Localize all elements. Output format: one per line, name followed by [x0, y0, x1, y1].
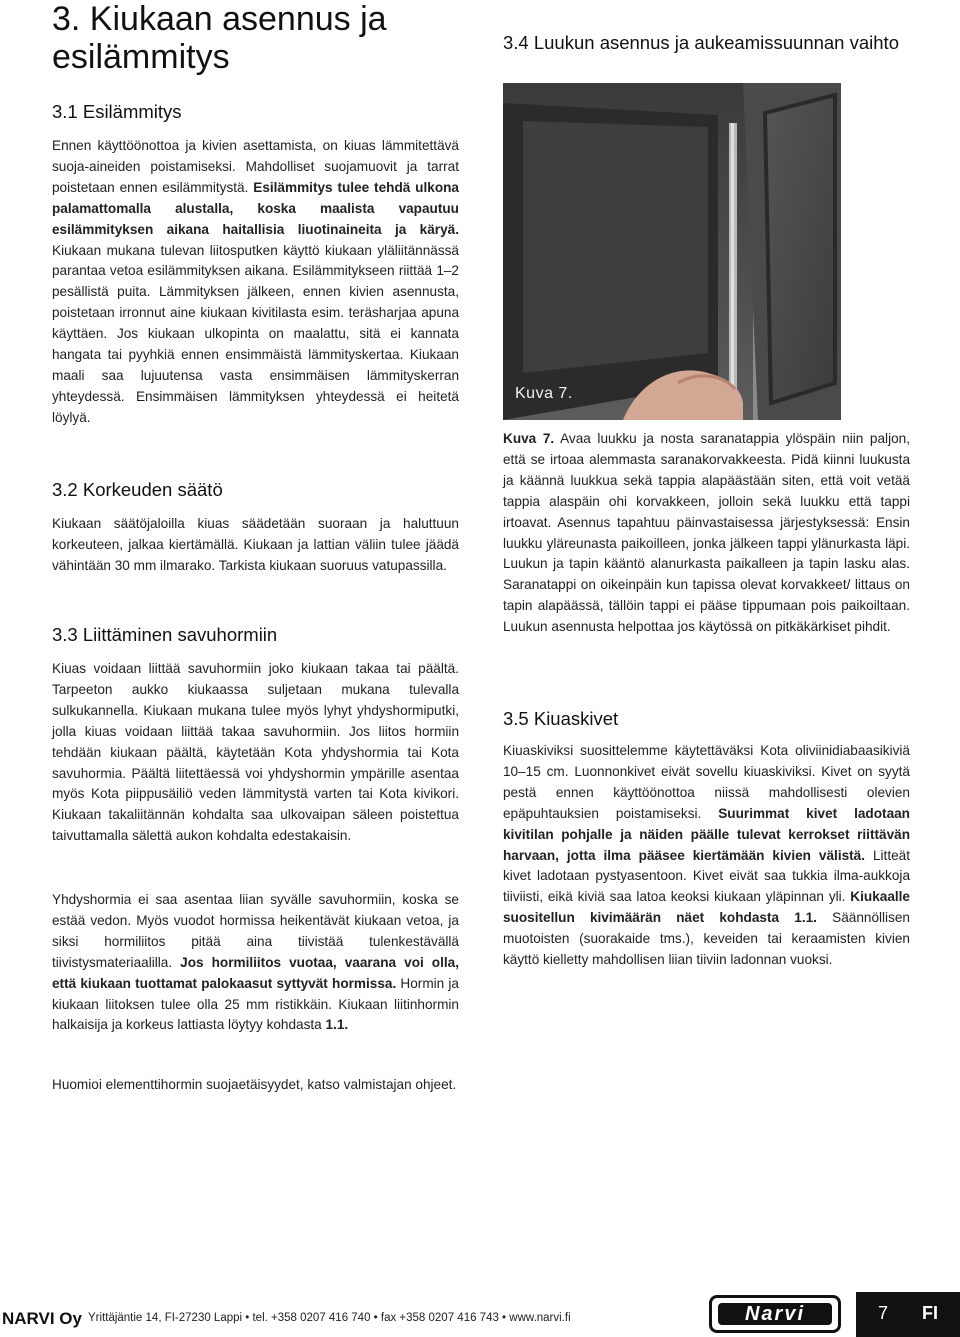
page-number-box	[856, 1292, 960, 1337]
narvi-logo-text: Narvi	[718, 1303, 832, 1325]
company-address: Yrittäjäntie 14, FI-27230 Lappi • tel. +358 0207 416 740 • fax +358 0207 416 743 • www.narvi.fi	[88, 1312, 571, 1324]
photo-caption: Kuva 7.	[515, 385, 573, 402]
door-hinge-photo	[503, 83, 841, 420]
heading-3-1: 3.1 Esilämmitys	[52, 101, 182, 122]
narvi-logo	[709, 1295, 841, 1333]
company-name: NARVI Oy	[2, 1309, 82, 1328]
paragraph-3-4: Kuva 7. Avaa luukku ja nosta saranatappia ylöspäin niin paljon, että se irtoaa alemmasta saranakorvakkeesta. Pidä kiinni luukusta ja käännä luukkua sekä tappia alapäästään siten, että voit vetää tappia alaspäin ohi korvakkeen, jolloin sekä luukku että tappi irtoavat. Asennus tapahtuu päinvastaisessa järjestyksessä: Ensin luukku yläreunasta paikoilleen, jonka jälkeen tappi ylänurkasta läpi. Luukun ja tapin kääntö alanurkasta paikalleen ja tapin lasku alas. Saranatappi on oikeinpäin kun tapissa olevat korvakkeet/ littaus on tapin alapäässä, tällöin tappi ei pääse tippumaan pois paikoiltaan. Luukun asennusta helpottaa jos käytössä on pitkäkärkiset pihdit.	[503, 431, 910, 635]
language-code: FI	[922, 1303, 938, 1323]
paragraph-3-5: Kiuaskiviksi suosittelemme käytettäväksi Kota oliviinidiabaasikiviä 10–15 cm. Luonnonkivet eivät sovellu kiuaskiviksi. Kivet on syytä pestä ennen käyttöönottoa niissä mahdollisesti olevien epäpuhtauksien poistamiseksi. Suurimmat kivet ladotaan kivitilan pohjalle ja näiden päälle tulevat kerrokset riittävän harvaan, jotta ilma pääsee kiertämään kivien välistä. Litteät kivet ladotaan pystyasentoon. Kivet eivät saa tukkia ilma-aukkoja tiiviisti, eikä kiviä saa latoa keoksi kiukaan yläpinnan yli. Kiukaalle suositellun kivimäärän näet kohdasta 1.1. Säännöllisen muotoisten (suorakaide tms.), keveiden tai keraamisten kivien käyttö kielletty mahdollisen liian tiiviin ladonnan vuoksi.	[503, 743, 910, 968]
page-footer	[0, 1292, 960, 1337]
heading-3-3: 3.3 Liittäminen savuhormiin	[52, 624, 278, 645]
page-number: 7	[878, 1303, 889, 1323]
heading-3-4: 3.4 Luukun asennus ja aukeamissuunnan vaihto	[503, 32, 899, 53]
paragraph-3-1: Ennen käyttöönottoa ja kivien asettamista, on kiuas lämmitettävä suoja-aineiden poistamiseksi. Mahdolliset suojamuovit ja tarrat poistetaan ennen esilämmitystä. Esilämmitys tulee tehdä ulkona palamattomalla alustalla, koska maalista vapautuu esilämmityksen aikana haitallisia liuotinaineita ja käryä. Kiukaan mukana tulevan liitosputken käyttö kiukaan yläliitännässä parantaa vetoa esilämmityksen aikana. Esilämmitykseen riittää 1–2 pesällistä puita. Lämmityksen jälkeen, ennen kivien asennusta, poistetaan irronnut aine kiukaan kivitilasta esim. teräsharjaa apuna käyttäen. Jos kiukaan ulkopinta on maalattu, sitä ei kannata hangata tai pyyhkiä ennen ensimmäistä lämmityskertaa. Kiukaan maali saa lujuutensa vasta ensimmäisen lämmityskerran yhteydessä. Ensimmäisen lämmityksen yhteydessä ei heitetä löylyä.	[52, 138, 459, 425]
paragraph-3-3c: Huomioi elementtihormin suojaetäisyydet, katso valmistajan ohjeet.	[52, 1077, 457, 1092]
paragraph-3-2: Kiukaan säätöjaloilla kiuas säädetään suoraan ja haluttuun korkeuteen, jalkaa kiertämällä. Kiukaan ja lattian väliin tulee jäädä vähintään 30 mm ilmarako. Tarkista kiukaan suoruus vatupassilla.	[52, 516, 459, 573]
paragraph-3-3b: Yhdyshormia ei saa asentaa liian syvälle savuhormiin, koska se estää vedon. Myös vuodot hormissa heikentävät kiukaan vetoa, ja siksi hormiliitos pitää aina tiivistää tulenkestävällä tiivistysmateriaalilla. Jos hormiliitos vuotaa, vaarana voi olla, että kiukaan tuottamat palokaasut syttyvät hormissa. Hormin ja kiukaan liitoksen tulee olla 25 mm ristikkäin. Kiukaan liitinhormin halkaisija ja korkeus lattiasta löytyy kohdasta 1.1.	[52, 892, 459, 1033]
paragraph-3-3a: Kiuas voidaan liittää savuhormiin joko kiukaan takaa tai päältä. Tarpeeton aukko kiukaassa suljetaan mukana tulevalla sulkukannella. Kiukaan mukana tulee myös lyhyt yhdyshormiputki, jolla kiuas voidaan liittää takaa savuhormiin. Jos liitos hormiin tehdään kiukaan päältä, käytetään Kota yhdyshormia tai Kota savuhormia. Päältä liitettäessä voi yhdyshormin ympärille asentaa myös Kota piippusäiliö veden lämmitystä varten tai Kota kivikori. Kiukaan takaliitännän kohdalta saa ulkovaipan säleen poistettua taivuttamalla sälettä aukon kohdalta edestakaisin.	[52, 661, 459, 844]
heading-3-5: 3.5 Kiuaskivet	[503, 708, 619, 729]
page-title: 3. Kiukaan asennus ja esilämmitys	[52, 0, 387, 76]
heading-3-2: 3.2 Korkeuden säätö	[52, 479, 223, 500]
